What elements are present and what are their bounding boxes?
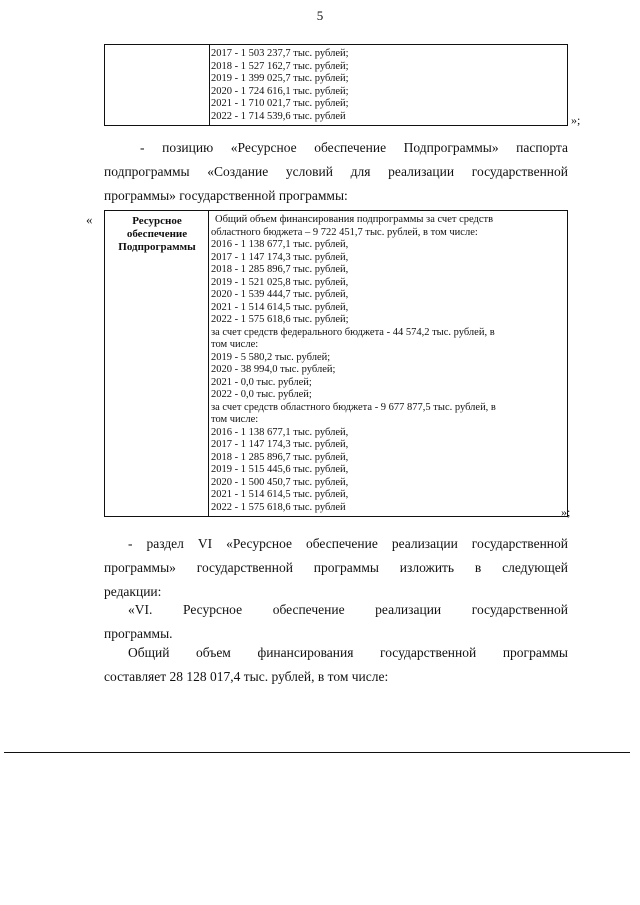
content-line: 2021 - 0,0 тыс. рублей; xyxy=(211,376,312,388)
table-row: 2017 - 1 503 237,7 тыс. рублей; xyxy=(211,48,349,59)
table-row: 2021 - 1 710 021,7 тыс. рублей; xyxy=(211,98,349,109)
content-line: за счет средств федерального бюджета - 44 574,2 тыс. рублей, в xyxy=(211,326,495,338)
paragraph-line: - раздел VI «Ресурсное обеспечение реализации государственной xyxy=(128,536,568,551)
content-line: 2020 - 1 500 450,7 тыс. рублей, xyxy=(211,476,349,488)
closing-quote: »; xyxy=(561,505,571,519)
row-content xyxy=(211,214,565,514)
opening-quote: « xyxy=(86,212,93,227)
content-line: том числе: xyxy=(211,339,259,350)
content-line: областного бюджета – 9 722 451,7 тыс. рублей, в том числе: xyxy=(211,226,478,238)
content-line: 2022 - 1 575 618,6 тыс. рублей xyxy=(211,501,346,513)
paragraph-line: редакции: xyxy=(104,584,162,599)
table-row: 2020 - 1 724 616,1 тыс. рублей; xyxy=(211,85,349,97)
resource-provision-table xyxy=(104,210,568,517)
paragraph-line: «VI. Ресурсное обеспечение реализации государственной xyxy=(128,602,568,617)
paragraph-line: программы» государственной программы: xyxy=(104,188,348,203)
paragraph-section-change xyxy=(104,532,568,604)
content-line: 2016 - 1 138 677,1 тыс. рублей, xyxy=(211,426,349,438)
row-label-line: обеспечение xyxy=(126,228,188,240)
content-line: 2020 - 1 539 444,7 тыс. рублей, xyxy=(211,289,349,300)
paragraph-line: Общий объем финансирования государственной программы xyxy=(128,645,568,660)
table-row: 2018 - 1 527 162,7 тыс. рублей; xyxy=(211,60,349,72)
content-line: 2019 - 1 515 445,6 тыс. рублей, xyxy=(211,464,349,475)
row-label-line: Подпрограммы xyxy=(118,241,196,253)
content-line: Общий объем финансирования подпрограммы за счет средств xyxy=(215,214,494,225)
content-line: том числе: xyxy=(211,414,259,425)
content-line: 2019 - 5 580,2 тыс. рублей; xyxy=(211,351,331,363)
content-line: 2021 - 1 514 614,5 тыс. рублей, xyxy=(211,301,349,313)
content-line: 2017 - 1 147 174,3 тыс. рублей, xyxy=(211,251,349,263)
content-line: 2018 - 1 285 896,7 тыс. рублей, xyxy=(211,264,349,275)
table-column-divider xyxy=(208,211,209,516)
content-line: 2017 - 1 147 174,3 тыс. рублей, xyxy=(211,439,349,450)
content-line: 2020 - 38 994,0 тыс. рублей; xyxy=(211,364,336,375)
content-line: 2022 - 1 575 618,6 тыс. рублей; xyxy=(211,314,349,325)
content-line: 2019 - 1 521 025,8 тыс. рублей, xyxy=(211,276,349,288)
table-row: 2022 - 1 714 539,6 тыс. рублей xyxy=(211,110,346,122)
content-line: 2021 - 1 514 614,5 тыс. рублей, xyxy=(211,489,349,500)
year-amounts xyxy=(211,48,349,123)
total-funding-paragraph xyxy=(104,641,568,689)
closing-quote: »; xyxy=(571,113,581,127)
paragraph-line: составляет 28 128 017,4 тыс. рублей, в том числе: xyxy=(104,669,389,684)
page-number: 5 xyxy=(316,8,324,23)
content-line: 2022 - 0,0 тыс. рублей; xyxy=(211,389,312,400)
paragraph-line: подпрограммы «Создание условий для реализации государственной xyxy=(104,164,568,179)
paragraph-line: - позицию «Ресурсное обеспечение Подпрограммы» паспорта xyxy=(140,140,568,155)
paragraph-line: программы» государственной программы изложить в следующей xyxy=(104,560,568,575)
row-label xyxy=(109,215,205,254)
row-label-line: Ресурсное xyxy=(132,215,182,227)
content-line: 2016 - 1 138 677,1 тыс. рублей, xyxy=(211,239,349,250)
funding-table-continuation xyxy=(104,44,568,126)
paragraph-position-change xyxy=(104,136,568,208)
table-row: 2019 - 1 399 025,7 тыс. рублей; xyxy=(211,73,349,84)
content-line: за счет средств областного бюджета - 9 677 877,5 тыс. рублей, в xyxy=(211,401,496,413)
section-heading xyxy=(104,598,568,646)
page-bottom-rule xyxy=(4,752,630,753)
content-line: 2018 - 1 285 896,7 тыс. рублей, xyxy=(211,451,349,463)
table-column-divider xyxy=(209,45,210,125)
paragraph-line: программы. xyxy=(104,626,173,641)
